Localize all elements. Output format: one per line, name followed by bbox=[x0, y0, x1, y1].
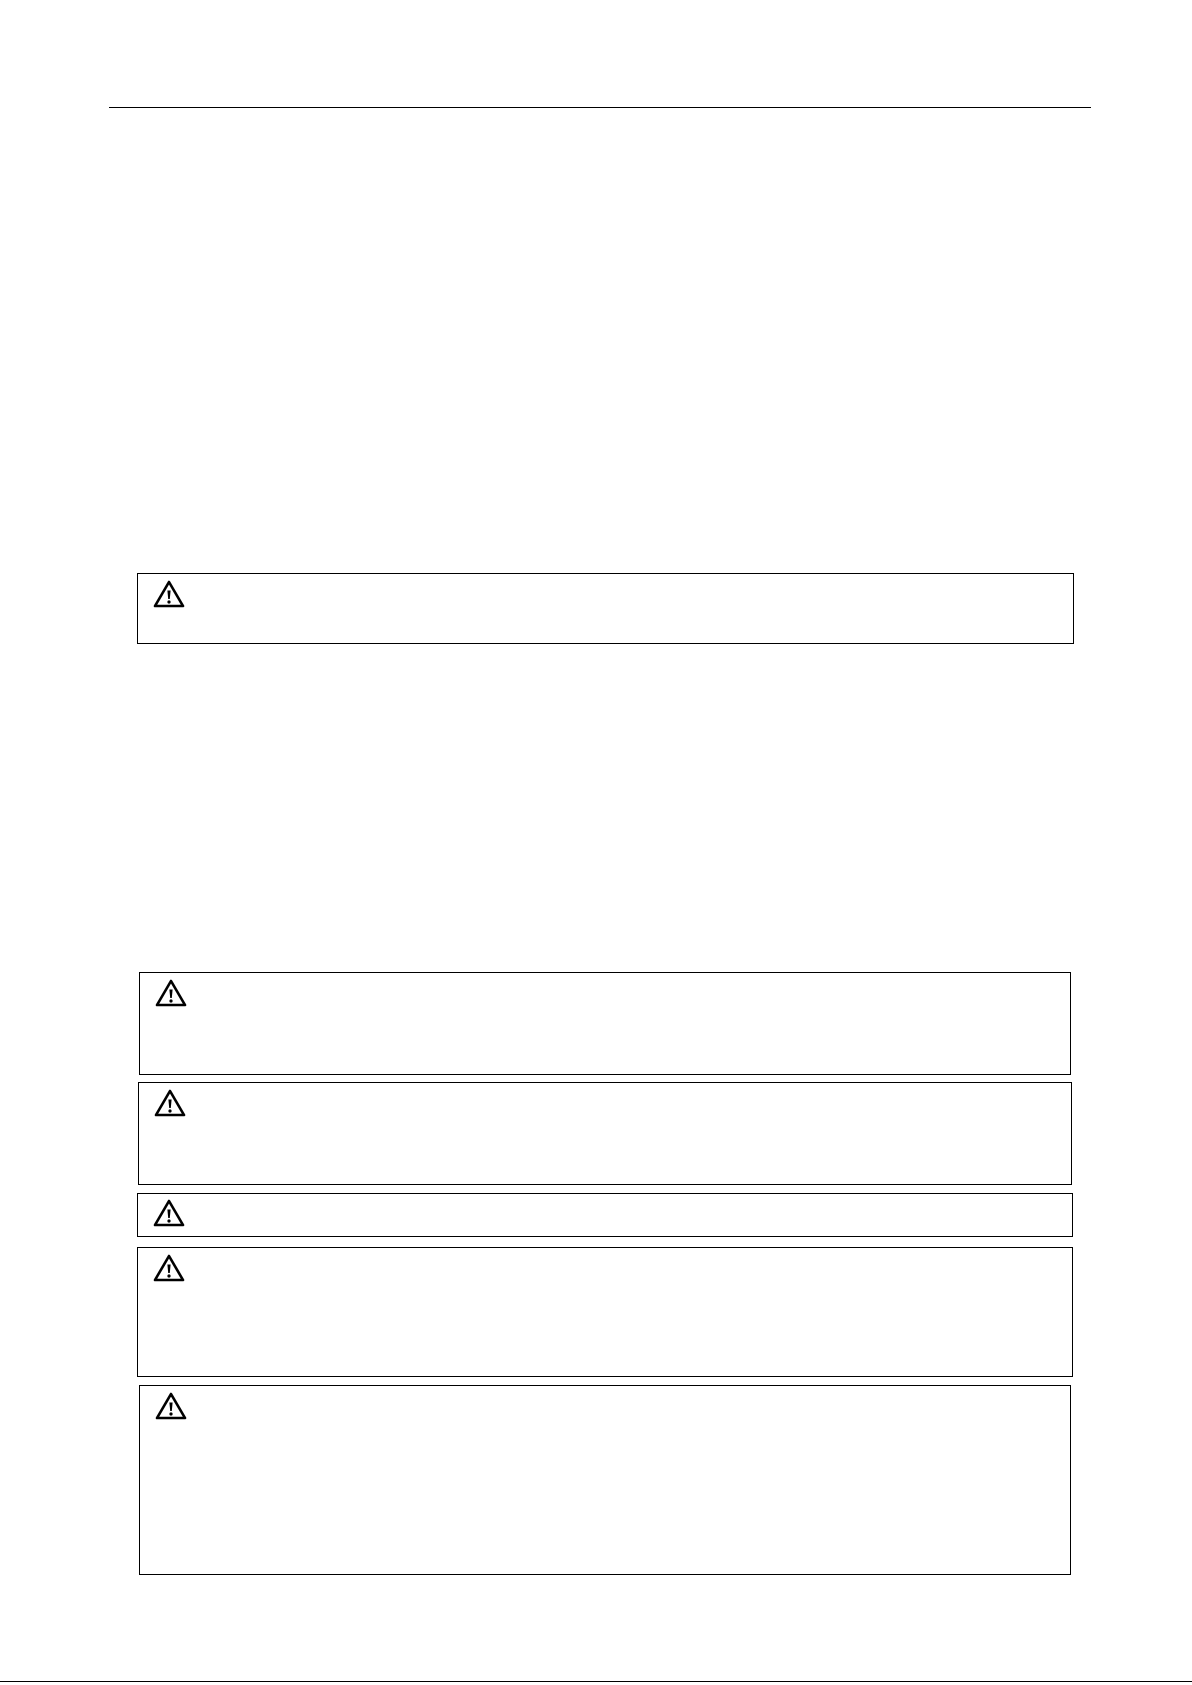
header-rule bbox=[109, 107, 1091, 108]
warning-box-3 bbox=[138, 1082, 1072, 1185]
footer-rule bbox=[0, 1681, 1192, 1682]
warning-triangle-icon bbox=[152, 1253, 186, 1283]
warning-box-6 bbox=[139, 1385, 1071, 1575]
warning-box-1 bbox=[137, 573, 1074, 644]
warning-triangle-icon bbox=[152, 579, 186, 609]
warning-triangle-icon bbox=[152, 1198, 186, 1228]
warning-box-4 bbox=[137, 1193, 1073, 1237]
warning-box-5 bbox=[137, 1247, 1073, 1377]
warning-box-2 bbox=[139, 972, 1071, 1075]
warning-triangle-icon bbox=[153, 1088, 187, 1118]
warning-triangle-icon bbox=[154, 1391, 188, 1421]
warning-triangle-icon bbox=[154, 978, 188, 1008]
